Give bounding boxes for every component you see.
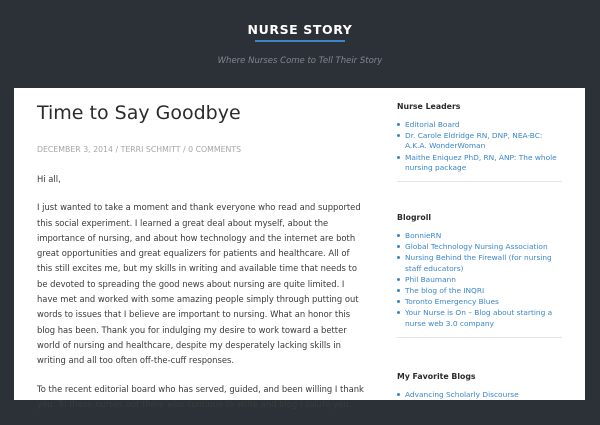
sidebar-link[interactable]: Nursing Behind the Firewall (for nursing staff educators) (397, 253, 557, 273)
post-comments-link[interactable]: 0 COMMENTS (188, 145, 242, 154)
sidebar-link[interactable]: Advancing Scholarly Discourse (397, 390, 557, 400)
title-underline (255, 40, 345, 42)
sidebar-link[interactable]: Phil Baumann (397, 275, 557, 285)
post-date-link[interactable]: DECEMBER 3, 2014 (37, 145, 113, 154)
widget-title: Blogroll (397, 213, 432, 222)
site-header (0, 0, 600, 88)
post-paragraph: Hi all, (37, 174, 61, 184)
meta-separator: / (180, 145, 189, 154)
widget-divider (397, 181, 562, 182)
post-paragraph: To the recent editorial board who has served, guided, and been willing I thank you. To those nurses out there who continue to write and blog I salute you. (37, 383, 364, 409)
sidebar-link[interactable]: Maithe Eniquez PhD, RN, ANP: The whole nursing package (397, 153, 557, 173)
blogroll-list (397, 231, 557, 329)
widget-divider (397, 337, 562, 338)
widget-title: My Favorite Blogs (397, 372, 476, 381)
sidebar-link[interactable]: Your Nurse is On – Blog about starting a nurse web 3.0 company (397, 308, 557, 328)
favorite-blogs-list (397, 390, 557, 400)
widget-nurse-leaders (397, 102, 557, 182)
post-meta (37, 145, 241, 154)
nurse-leaders-list (397, 120, 557, 173)
site-tagline: Where Nurses Come to Tell Their Story (217, 56, 383, 66)
post-content (37, 172, 367, 425)
widget-blogroll (397, 213, 557, 338)
sidebar-link[interactable]: Toronto Emergency Blues (397, 297, 557, 307)
widget-favorite-blogs (397, 372, 557, 401)
post-author-link[interactable]: TERRI SCHMITT (120, 145, 181, 154)
sidebar-link[interactable]: BonnieRN (397, 231, 557, 241)
sidebar-link[interactable]: Global Technology Nursing Association (397, 242, 557, 252)
sidebar-link[interactable]: The blog of the INQRI (397, 286, 557, 296)
post-title[interactable]: Time to Say Goodbye (37, 102, 241, 124)
content-area (14, 88, 585, 409)
post-paragraph: I just wanted to take a moment and thank everyone who read and supported this social experiment. I learned a great deal about myself, about the importance of nursing, and about how technology and the internet are both great opportunities and great equalizers for patients and healthcare. All of this still excites me, but my skills in writing and available time that needs to be devoted to spreading the good news about nursing are quite limited. I have met and worked with some amazing people simply through putting out words to issues that I believe are important to nursing. What an honor this blog has been. Thank you for indulging my desire to work toward a better world of nursing and healthcare, despite my desperately lacking skills in writing and all too often off-the-cuff responses. (37, 202, 361, 366)
sidebar-link[interactable]: Editorial Board (397, 120, 557, 130)
site-title-link[interactable]: NURSE STORY (247, 22, 353, 37)
sidebar-link[interactable]: Dr. Carole Eldridge RN, DNP, NEA-BC: A.K.A. WonderWoman (397, 131, 557, 151)
widget-title: Nurse Leaders (397, 102, 461, 111)
meta-separator: / (112, 145, 121, 154)
